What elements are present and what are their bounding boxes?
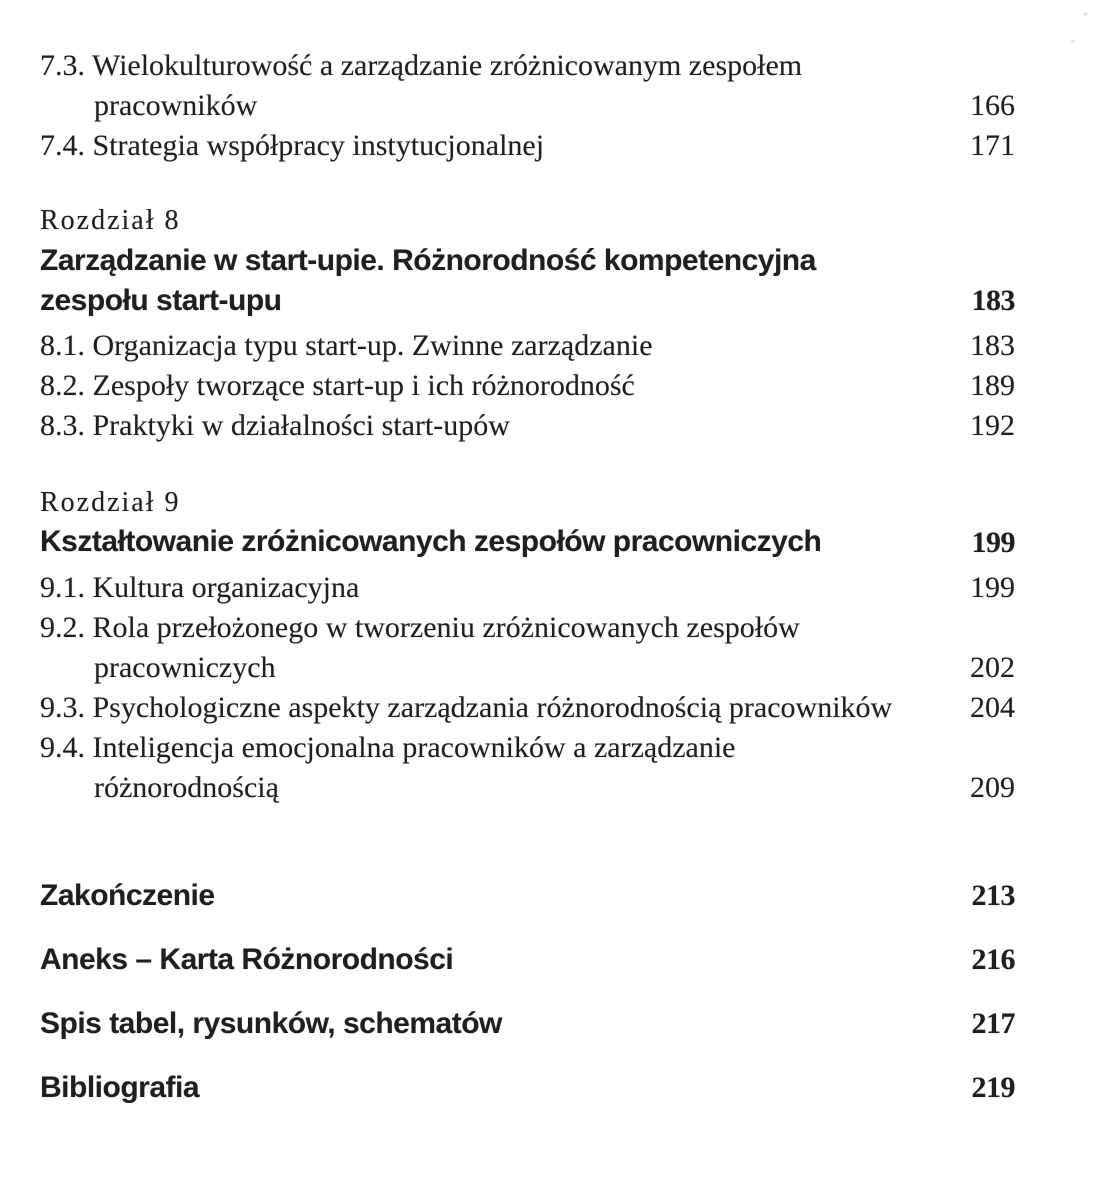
toc-entry-title: 9.2. Rola przełożonego w tworzeniu zróżnicowanych zespołów — [40, 611, 800, 644]
back-matter-title: Bibliografia — [40, 1071, 200, 1104]
chapter-9-page-number: 199 — [971, 526, 1015, 559]
toc-entry-page-number: 209 — [970, 771, 1015, 804]
toc-entry-page-number: 189 — [970, 369, 1015, 402]
toc-entry-9-1 — [40, 568, 1015, 608]
back-matter-page-number: 217 — [971, 1007, 1015, 1040]
chapter-8-entries — [40, 326, 1015, 446]
chapter-8-page-number: 183 — [971, 284, 1015, 317]
toc-entry-title-continuation: pracowniczych — [94, 651, 276, 684]
toc-entry-page-number: 171 — [970, 129, 1015, 162]
scan-speck — [1071, 40, 1075, 43]
toc-entry-9-4 — [40, 728, 1015, 808]
toc-entry-page-number: 204 — [970, 691, 1015, 724]
toc-entry-8-1 — [40, 326, 1015, 366]
toc-entry-page-number: 202 — [970, 651, 1015, 684]
chapter-9-entries — [40, 568, 1015, 808]
toc-entry-title: 9.1. Kultura organizacyjna — [40, 571, 360, 604]
toc-entry-page-number: 199 — [970, 571, 1015, 604]
back-matter-aneks — [40, 940, 1015, 980]
toc-entry-8-2 — [40, 366, 1015, 406]
back-matter-spis-tabel — [40, 1004, 1015, 1044]
toc-entry-9-2 — [40, 608, 1015, 688]
back-matter-title: Spis tabel, rysunków, schematów — [40, 1007, 502, 1040]
chapter-8-label: Rozdział 8 — [40, 205, 181, 236]
back-matter-page-number: 216 — [971, 943, 1015, 976]
toc-entry-page-number: 183 — [970, 329, 1015, 362]
toc-entry-title: 8.2. Zespoły tworzące start-up i ich różnorodność — [40, 369, 635, 402]
back-matter-page-number: 219 — [971, 1071, 1015, 1104]
toc-entry-7-4 — [40, 126, 1015, 166]
toc-entry-9-3 — [40, 688, 1015, 728]
chapter-9-title-row — [40, 521, 1015, 563]
toc-entry-7-3 — [40, 46, 1015, 126]
back-matter-title: Zakończenie — [40, 879, 215, 912]
toc-entry-page-number: 192 — [970, 409, 1015, 442]
toc-entry-page-number: 166 — [970, 89, 1015, 122]
toc-entry-title: 8.3. Praktyki w działalności start-upów — [40, 409, 510, 442]
toc-entry-title: 8.1. Organizacja typu start-up. Zwinne zarządzanie — [40, 329, 653, 362]
scan-speck — [1083, 12, 1088, 16]
toc-entry-title: 9.3. Psychologiczne aspekty zarządzania różnorodnością pracowników — [40, 691, 893, 724]
toc-entry-title: 9.4. Inteligencja emocjonalna pracowników a zarządzanie — [40, 731, 736, 764]
chapter-9-title: Kształtowanie zróżnicowanych zespołów pracowniczych — [40, 525, 822, 558]
back-matter-title: Aneks – Karta Różnorodności — [40, 943, 454, 976]
back-matter-page-number: 213 — [971, 879, 1015, 912]
back-matter-zakonczenie — [40, 876, 1015, 916]
toc-entry-8-3 — [40, 406, 1015, 446]
chapter-9-label: Rozdział 9 — [40, 487, 181, 518]
toc-entry-title-continuation: różnorodnością — [94, 771, 279, 804]
chapter-8-title-line1: Zarządzanie w start-upie. Różnorodność kompetencyjna — [40, 244, 816, 277]
back-matter-bibliografia — [40, 1068, 1015, 1108]
toc-entry-title: 7.4. Strategia współpracy instytucjonalnej — [40, 129, 545, 162]
toc-entry-title-continuation: pracowników — [94, 89, 258, 122]
chapter-8-title-row — [40, 241, 1015, 321]
toc-entry-title: 7.3. Wielokulturowość a zarządzanie zróżnicowanym zespołem — [40, 49, 803, 82]
chapter-8-title-line2: zespołu start-upu — [40, 284, 282, 317]
